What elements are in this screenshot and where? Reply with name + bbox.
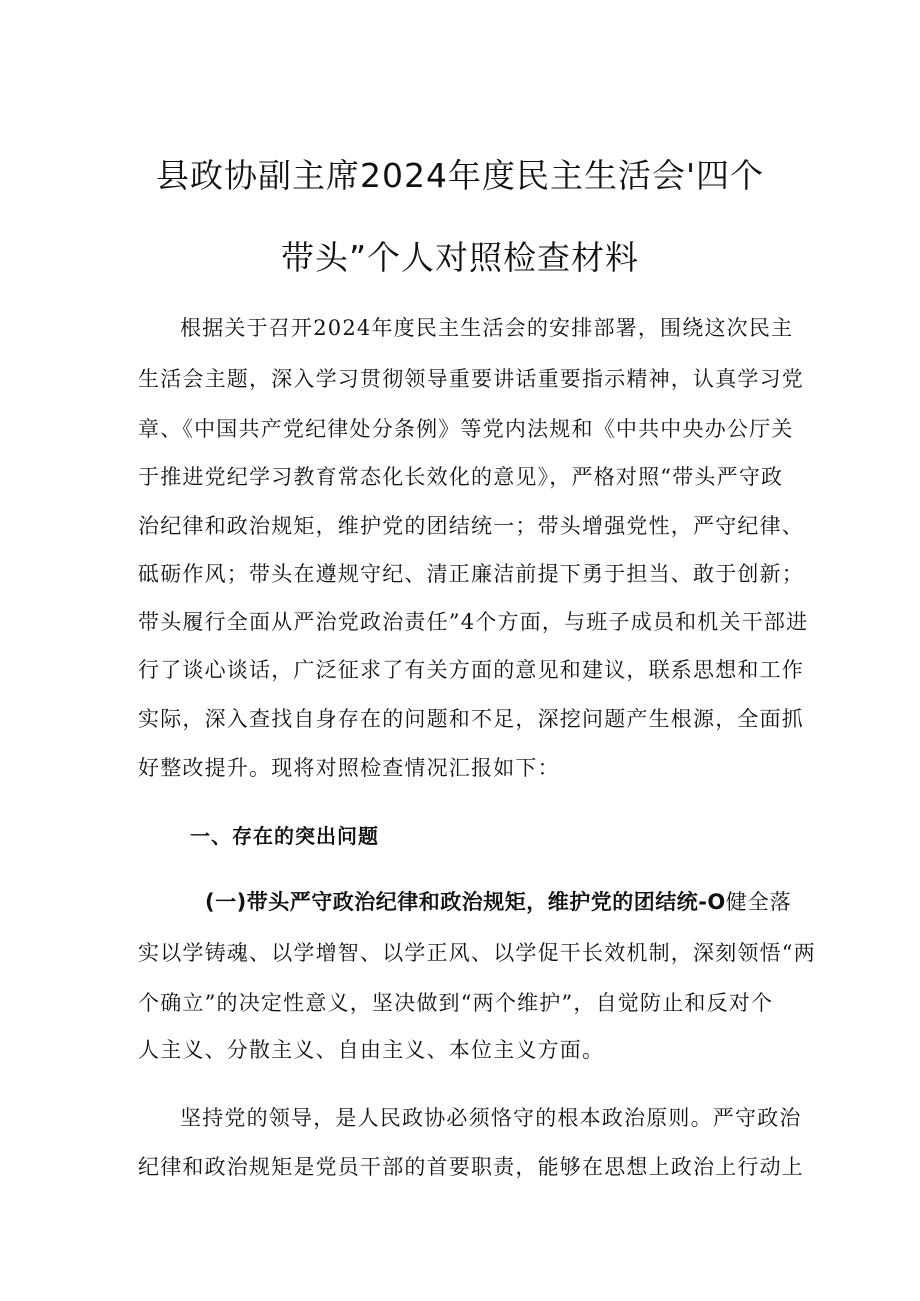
subsection-line-4: 人主义、分散主义、自由主义、本位主义方面。 (138, 1038, 605, 1062)
subsection-first-line (205, 886, 792, 916)
intro-line-5: 治纪律和政治规矩，维护党的团结统一；带头增强党性，严守纪律、 (138, 514, 804, 538)
subsection-line-2: 实以学铸魂、以学增智、以学正风、以学促干长效机制，深刻领悟“两 (138, 941, 816, 965)
intro-line-10: 好整改提升。现将对照检查情况汇报如下： (138, 756, 560, 780)
intro-line-2: 生活会主题，深入学习贯彻领导重要讲话重要指示精神，认真学习党 (138, 367, 804, 391)
document-title-line-2: 带头”个人对照检查材料 (280, 238, 640, 277)
intro-line-8: 行了谈心谈话，广泛征求了有关方面的意见和建议，联系思想和工作 (138, 658, 804, 682)
subsection-heading: (一)带头严守政治纪律和政治规矩，维护党的团结统-O (205, 890, 726, 914)
subsection-heading-continuation: 健全落 (725, 890, 792, 914)
intro-line-3: 章、《中国共产党纪律处分条例》等党内法规和《中共中央办公厅关 (138, 417, 794, 441)
document-title-line-1: 县政协副主席2024年度民主生活会'四个 (155, 156, 765, 195)
intro-line-4: 于推进党纪学习教育常态化长效化的意见》，严格对照“带头严守政 (138, 465, 784, 489)
intro-line-7: 带头履行全面从严治党政治责任”4个方面，与班子成员和机关干部进 (138, 610, 809, 634)
section-heading: 一、存在的突出问题 (190, 824, 379, 848)
para2-line-1: 坚持党的领导，是人民政协必须恪守的根本政治原则。严守政治 (180, 1106, 802, 1130)
intro-line-9: 实际，深入查找自身存在的问题和不足，深挖问题产生根源，全面抓 (138, 707, 804, 731)
intro-line-6: 砥砺作风；带头在遵规守纪、清正廉洁前提下勇于担当、敢于创新； (138, 562, 804, 586)
subsection-line-3: 个确立”的决定性意义，坚决做到“两个维护”，自觉防止和反对个 (138, 991, 774, 1015)
intro-line-1: 根据关于召开2024年度民主生活会的安排部署，围绕这次民主 (180, 316, 794, 340)
para2-line-2: 纪律和政治规矩是党员干部的首要职责，能够在思想上政治上行动上 (138, 1155, 804, 1179)
